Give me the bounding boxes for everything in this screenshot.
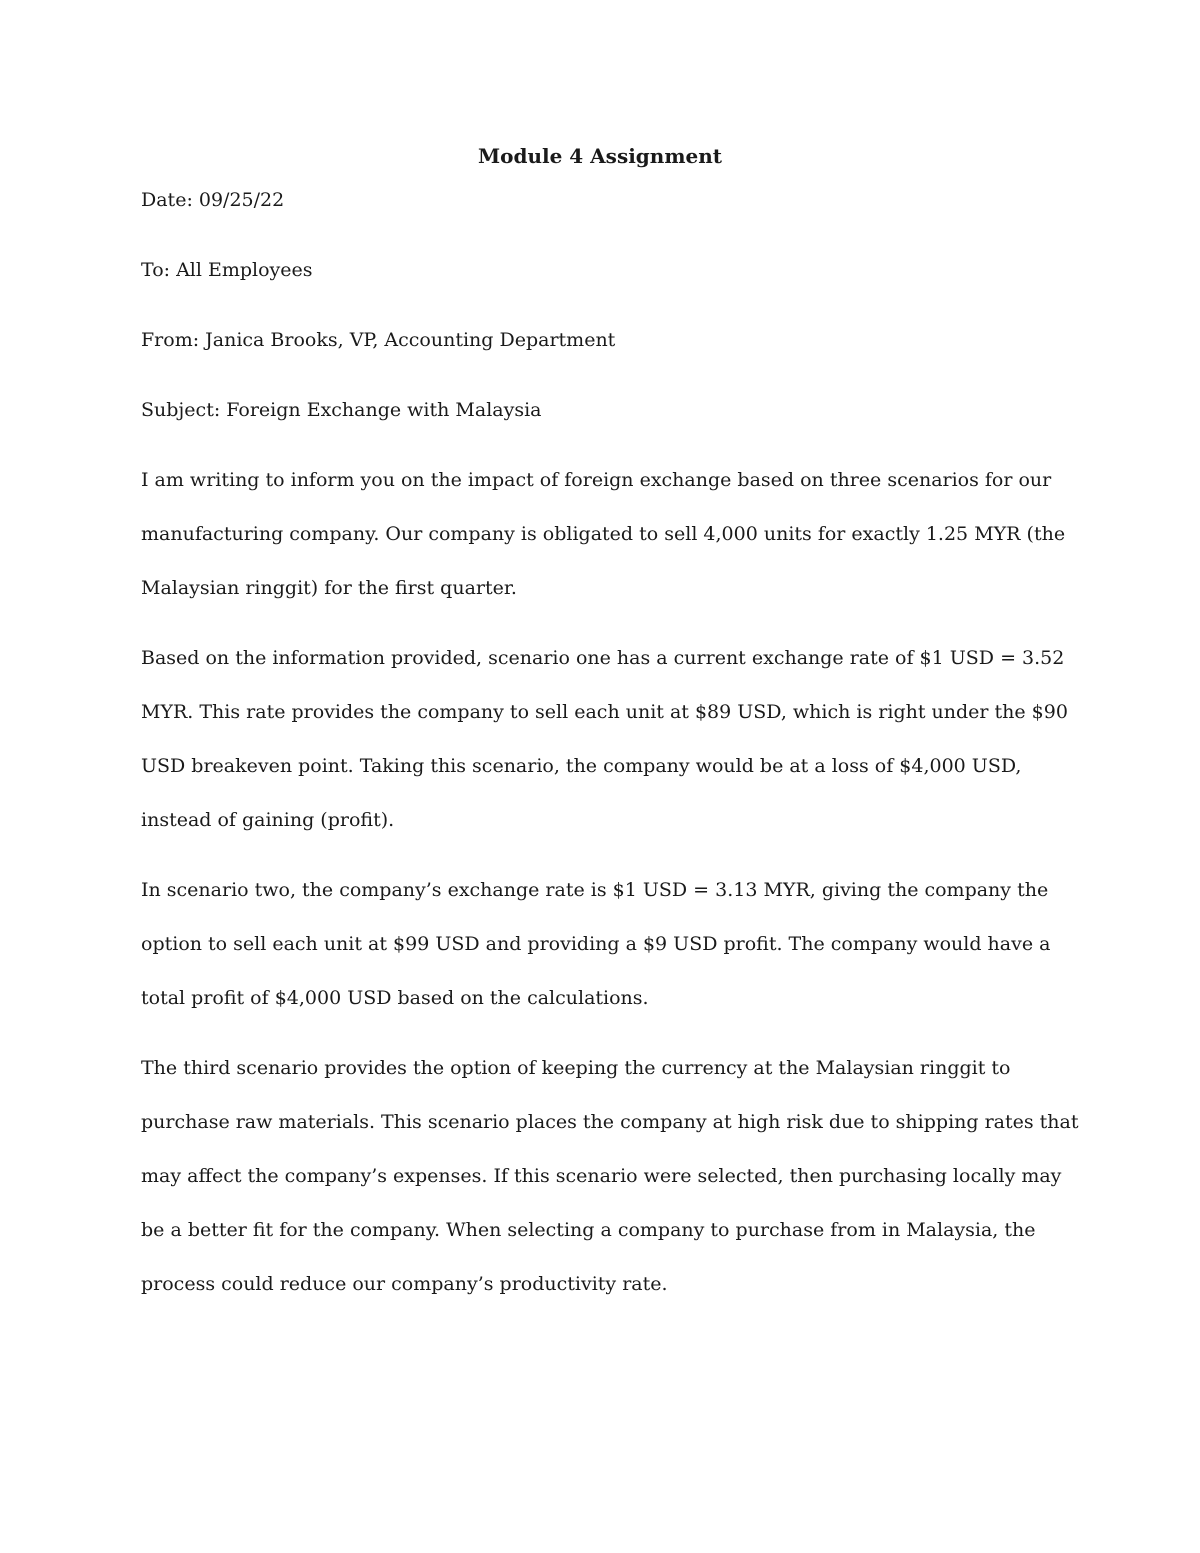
paragraph-scenario-one xyxy=(141,645,1071,861)
paragraph-line: I am writing to inform you on the impact of foreign exchange based on three scenarios for our xyxy=(141,469,1052,491)
document-title: Module 4 Assignment xyxy=(478,144,722,168)
paragraph-line: Malaysian ringgit) for the first quarter. xyxy=(141,577,517,599)
paragraph-scenario-two xyxy=(141,877,1071,1039)
paragraph-line: MYR. This rate provides the company to sell each unit at $89 USD, which is right under the $90 xyxy=(141,701,1068,723)
paragraph-line: be a better fit for the company. When selecting a company to purchase from in Malaysia, the xyxy=(141,1219,1036,1241)
paragraph-line: Based on the information provided, scenario one has a current exchange rate of $1 USD = 3.52 xyxy=(141,647,1065,669)
paragraph-line: instead of gaining (profit). xyxy=(141,809,395,831)
paragraph-line: process could reduce our company’s productivity rate. xyxy=(141,1273,668,1295)
paragraph-scenario-three xyxy=(141,1055,1079,1325)
paragraph-line: may affect the company’s expenses. If this scenario were selected, then purchasing locally may xyxy=(141,1165,1062,1187)
paragraph-line: purchase raw materials. This scenario places the company at high risk due to shipping rates that xyxy=(141,1111,1079,1133)
memo-subject: Subject: Foreign Exchange with Malaysia xyxy=(141,399,542,421)
paragraph-line: option to sell each unit at $99 USD and providing a $9 USD profit. The company would have a xyxy=(141,933,1051,955)
paragraph-line: The third scenario provides the option of keeping the currency at the Malaysian ringgit to xyxy=(141,1057,1011,1079)
paragraph-line: USD breakeven point. Taking this scenario, the company would be at a loss of $4,000 USD, xyxy=(141,755,1022,777)
memo-from: From: Janica Brooks, VP, Accounting Department xyxy=(141,329,616,351)
paragraph-line: manufacturing company. Our company is obligated to sell 4,000 units for exactly 1.25 MYR (the xyxy=(141,523,1066,545)
paragraph-line: In scenario two, the company’s exchange rate is $1 USD = 3.13 MYR, giving the company the xyxy=(141,879,1049,901)
paragraph-intro xyxy=(141,467,1071,629)
paragraph-line: total profit of $4,000 USD based on the calculations. xyxy=(141,987,649,1009)
memo-date: Date: 09/25/22 xyxy=(141,189,285,211)
memo-to: To: All Employees xyxy=(141,259,313,281)
